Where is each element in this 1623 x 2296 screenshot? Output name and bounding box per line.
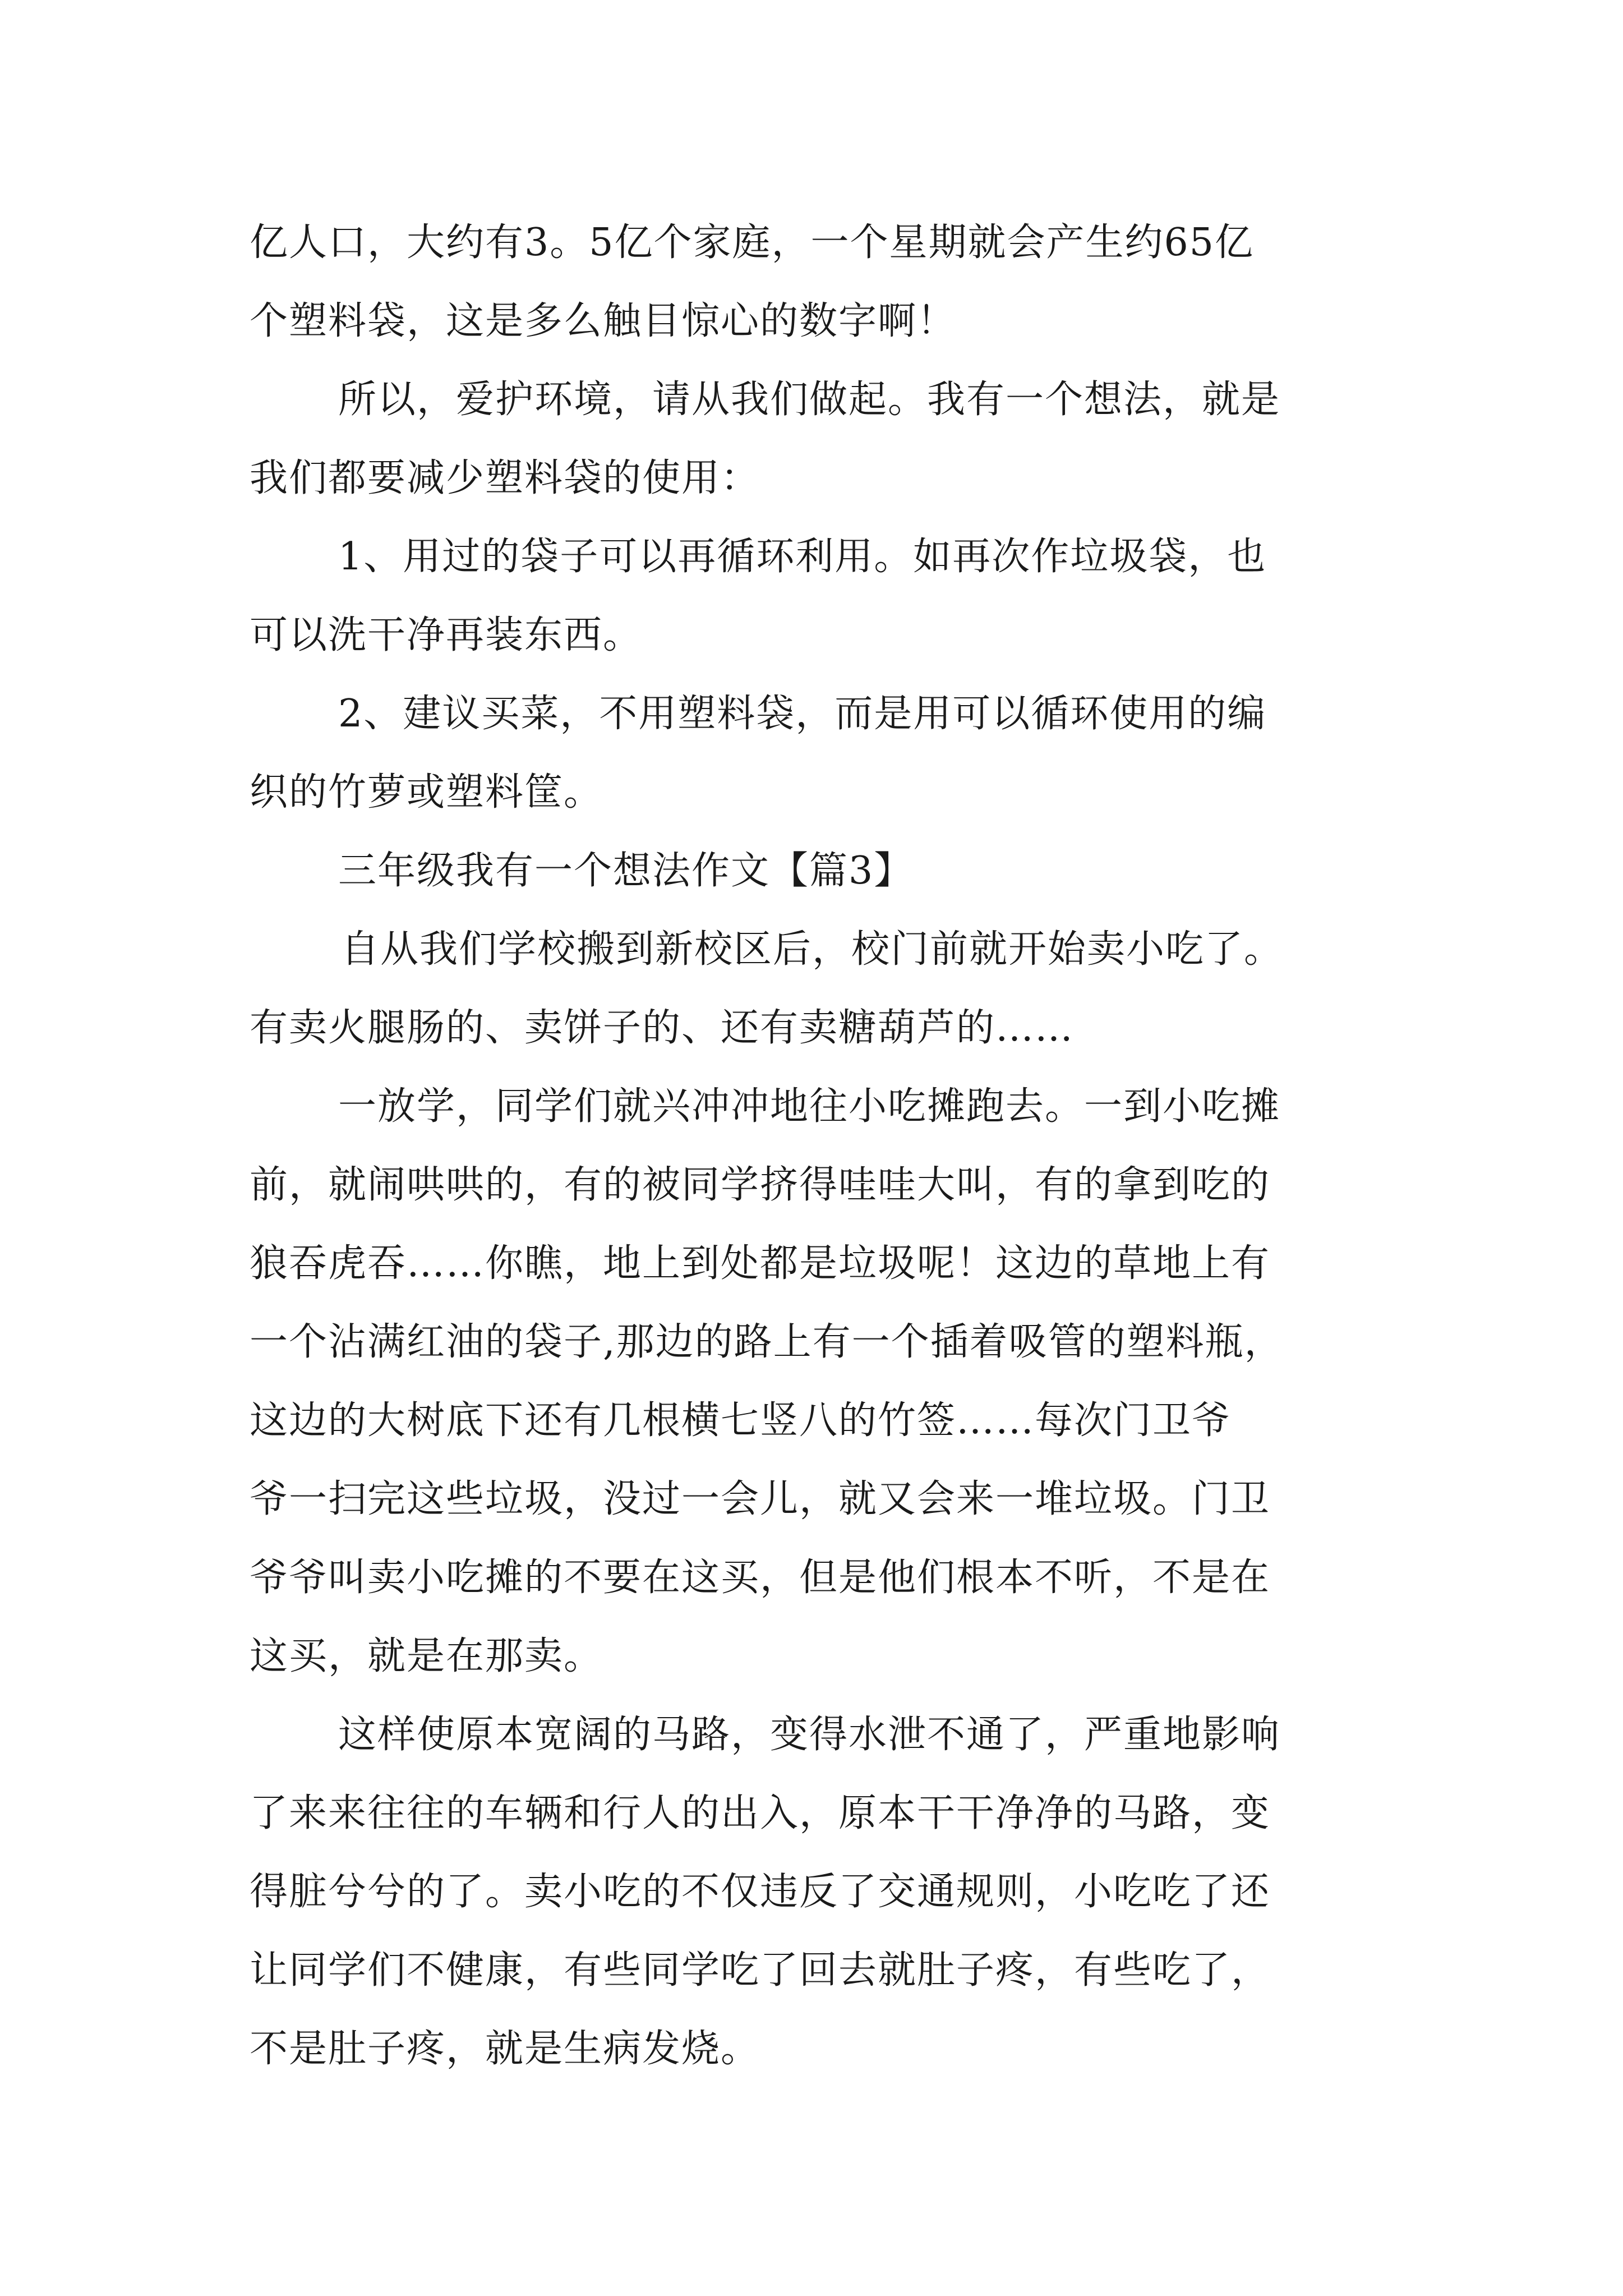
text-line: 这样使原本宽阔的马路，变得水泄不通了，严重地影响 <box>338 1713 1281 1757</box>
text-line: 让同学们不健康，有些同学吃了回去就肚子疼，有些吃了， <box>250 1948 1271 1993</box>
text-line: 不是肚子疼，就是生病发烧。 <box>250 2027 760 2071</box>
text-line: 所以，爱护环境，请从我们做起。我有一个想法，就是 <box>338 378 1281 422</box>
text-line: 狼吞虎吞……你瞧，地上到处都是垃圾呢！这边的草地上有 <box>250 1241 1271 1286</box>
text-line: 前，就闹哄哄的，有的被同学挤得哇哇大叫，有的拿到吃的 <box>250 1163 1271 1207</box>
text-line: 2、建议买菜，不用塑料袋，而是用可以循环使用的编 <box>338 692 1267 736</box>
text-line: 织的竹萝或塑料筐。 <box>250 770 603 815</box>
text-line: 我们都要减少塑料袋的使用： <box>250 456 760 500</box>
text-line: 了来来往往的车辆和行人的出入，原本干干净净的马路，变 <box>250 1791 1271 1835</box>
section-heading: 三年级我有一个想法作文【篇3】 <box>338 849 914 893</box>
text-line: 一放学，同学们就兴冲冲地往小吃摊跑去。一到小吃摊 <box>338 1084 1281 1129</box>
text-line: 自从我们学校搬到新校区后，校门前就开始卖小吃了。 <box>341 927 1284 972</box>
text-line: 这边的大树底下还有几根横七竖八的竹签……每次门卫爷 <box>250 1398 1232 1443</box>
text-line: 得脏兮兮的了。卖小吃的不仅违反了交通规则，小吃吃了还 <box>250 1870 1271 1914</box>
text-line: 可以洗干净再装东西。 <box>250 613 643 657</box>
text-line: 一个沾满红油的袋子,那边的路上有一个插着吸管的塑料瓶， <box>250 1320 1284 1364</box>
text-line: 这买，就是在那卖。 <box>250 1634 603 1678</box>
text-line: 爷一扫完这些垃圾，没过一会儿，就又会来一堆垃圾。门卫 <box>250 1477 1271 1521</box>
text-line: 个塑料袋，这是多么触目惊心的数字啊！ <box>250 299 957 343</box>
text-line: 有卖火腿肠的、卖饼子的、还有卖糖葫芦的…… <box>250 1006 1075 1050</box>
text-line: 1、用过的袋子可以再循环利用。如再次作垃圾袋，也 <box>338 535 1267 579</box>
text-line: 亿人口，大约有3。5亿个家庭，一个星期就会产生约65亿 <box>250 220 1255 265</box>
text-line: 爷爷叫卖小吃摊的不要在这买，但是他们根本不听，不是在 <box>250 1556 1271 1600</box>
